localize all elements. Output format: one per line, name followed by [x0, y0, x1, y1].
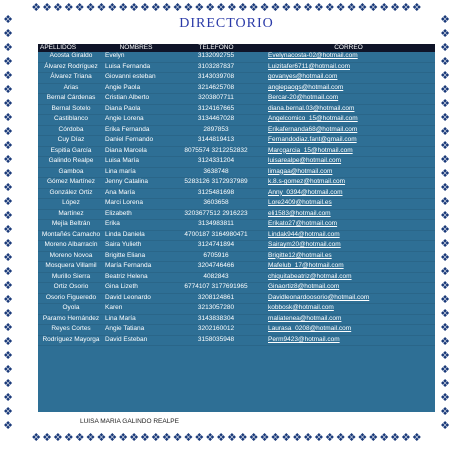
- border-ornament-icon: ❖: [63, 2, 74, 14]
- border-ornament-icon: ❖: [440, 391, 450, 404]
- cell-apellidos: Galindo Realpe: [48, 157, 94, 164]
- border-ornament-icon: ❖: [3, 14, 13, 26]
- table-row: [38, 84, 435, 95]
- border-ornament-icon: ❖: [440, 237, 450, 250]
- cell-telefono: 3203807711: [198, 94, 234, 101]
- cell-apellidos: González Ortiz: [49, 188, 93, 196]
- cell-apellidos: Córdoba: [58, 125, 84, 133]
- cell-correo-link[interactable]: Anny_0394@hotmail.com: [268, 188, 343, 196]
- cell-telefono: 6705916: [203, 251, 229, 259]
- border-ornament-icon: ❖: [150, 432, 161, 444]
- border-ornament-icon: ❖: [440, 167, 450, 180]
- cell-telefono: 3204746466: [197, 262, 235, 269]
- table-row: [38, 94, 435, 105]
- border-left: [2, 14, 14, 433]
- border-ornament-icon: ❖: [63, 432, 74, 444]
- cell-nombres: Luisa Fernanda: [105, 62, 151, 70]
- border-ornament-icon: ❖: [248, 432, 259, 444]
- cell-nombres: Angie Lorena: [105, 115, 144, 122]
- border-ornament-icon: ❖: [118, 432, 129, 444]
- border-ornament-icon: ❖: [183, 432, 194, 444]
- cell-telefono: 3132092755: [197, 52, 235, 59]
- border-ornament-icon: ❖: [411, 2, 422, 14]
- cell-correo-link[interactable]: Fernandodiaz.fant@gmail.com: [268, 136, 357, 143]
- table-row: [38, 241, 435, 252]
- cell-correo-link[interactable]: k.8.s-gomez@hotmail.com: [268, 178, 346, 185]
- border-ornament-icon: ❖: [440, 111, 450, 124]
- cell-nombres: Beatriz Helena: [105, 272, 148, 280]
- border-ornament-icon: ❖: [440, 69, 450, 82]
- cell-telefono: 3603658: [203, 199, 229, 206]
- cell-apellidos: Moreno Albarracín: [44, 241, 98, 248]
- border-ornament-icon: ❖: [42, 2, 52, 14]
- border-ornament-icon: ❖: [3, 363, 13, 376]
- border-ornament-icon: ❖: [3, 125, 13, 138]
- border-ornament-icon: ❖: [31, 2, 42, 14]
- cell-apellidos: Gómez Martínez: [46, 178, 96, 185]
- cell-correo-link[interactable]: Angelcomico_15@hotmail.com: [268, 115, 358, 122]
- border-ornament-icon: ❖: [440, 349, 450, 362]
- cell-apellidos: Espitia García: [50, 146, 92, 154]
- table-row: [38, 220, 435, 231]
- border-ornament-icon: ❖: [440, 377, 450, 390]
- border-ornament-icon: ❖: [3, 41, 13, 54]
- border-ornament-icon: ❖: [205, 432, 216, 444]
- cell-telefono: 3103287837: [197, 62, 235, 70]
- border-ornament-icon: ❖: [346, 432, 357, 444]
- cell-nombres: Marci Lorena: [105, 199, 143, 206]
- border-ornament-icon: ❖: [3, 167, 13, 180]
- table-row: [38, 315, 435, 326]
- border-ornament-icon: ❖: [401, 2, 411, 14]
- border-ornament-icon: ❖: [440, 223, 450, 236]
- table-row: [38, 115, 435, 126]
- border-ornament-icon: ❖: [440, 97, 450, 110]
- border-ornament-icon: ❖: [194, 432, 205, 444]
- header-correo: CORREO: [334, 44, 363, 51]
- table-row: [38, 73, 435, 84]
- border-ornament-icon: ❖: [303, 432, 313, 444]
- border-ornament-icon: ❖: [357, 2, 368, 14]
- border-ornament-icon: ❖: [3, 237, 13, 250]
- header-nombres: NOMBRES: [119, 44, 153, 51]
- cell-correo-link[interactable]: kobbosk@hotmail.com: [268, 304, 334, 311]
- cell-telefono: 3134467028: [197, 115, 235, 122]
- border-ornament-icon: ❖: [440, 181, 450, 194]
- border-right: [439, 14, 451, 433]
- border-ornament-icon: ❖: [440, 419, 450, 432]
- cell-nombres: Saira Yulieth: [105, 241, 142, 248]
- border-ornament-icon: ❖: [390, 2, 400, 14]
- cell-nombres: Diana Marcela: [105, 146, 147, 154]
- border-ornament-icon: ❖: [440, 279, 450, 292]
- cell-apellidos: Moreno Novoa: [49, 251, 93, 259]
- border-ornament-icon: ❖: [440, 83, 450, 96]
- cell-correo-link[interactable]: Laurasa_0208@hotmail.com: [268, 325, 352, 332]
- border-ornament-icon: ❖: [281, 432, 292, 444]
- cell-nombres: Karen: [105, 304, 123, 311]
- table-row: [38, 325, 435, 336]
- cell-correo-link[interactable]: angiepaogs@hotmail.com: [268, 83, 344, 91]
- table-row: [38, 189, 435, 200]
- border-ornament-icon: ❖: [3, 349, 13, 362]
- border-ornament-icon: ❖: [3, 335, 13, 348]
- cell-telefono: 3208124861: [197, 293, 235, 301]
- cell-nombres: Angie Paola: [105, 83, 141, 91]
- border-ornament-icon: ❖: [3, 391, 13, 404]
- table-row: [38, 52, 435, 63]
- cell-nombres: Evelyn: [105, 52, 125, 59]
- table-body: [38, 52, 435, 346]
- border-ornament-icon: ❖: [440, 293, 450, 306]
- border-ornament-icon: ❖: [107, 432, 118, 444]
- cell-correo-link[interactable]: diana.bernal.03@hotmail.com: [268, 104, 355, 112]
- border-ornament-icon: ❖: [216, 2, 226, 14]
- cell-nombres: Diana Paola: [105, 104, 141, 112]
- table-row: [38, 231, 435, 242]
- border-ornament-icon: ❖: [440, 55, 450, 68]
- border-ornament-icon: ❖: [440, 195, 450, 208]
- cell-apellidos: Álvarez Triana: [50, 73, 92, 80]
- cell-nombres: Linda Daniela: [105, 230, 145, 238]
- cell-apellidos: Martínez: [58, 209, 84, 217]
- cell-correo-link[interactable]: Davidleonardoosorio@hotmail.com: [268, 293, 370, 301]
- border-ornament-icon: ❖: [227, 432, 237, 444]
- border-ornament-icon: ❖: [3, 195, 13, 208]
- border-ornament-icon: ❖: [74, 2, 85, 14]
- border-ornament-icon: ❖: [172, 432, 183, 444]
- border-ornament-icon: ❖: [411, 432, 422, 444]
- cell-correo-link[interactable]: Bercar-20@hotmail.com: [268, 94, 339, 101]
- cell-apellidos: Ortiz Osorio: [53, 283, 89, 290]
- cell-correo-link[interactable]: Perm9423@hotmail.com: [268, 335, 340, 343]
- border-ornament-icon: ❖: [118, 2, 129, 14]
- cell-telefono: 5283126 3172937989: [184, 178, 248, 185]
- cell-telefono: 3214625708: [197, 83, 235, 91]
- cell-telefono: 6774107 3177691965: [184, 283, 248, 290]
- border-ornament-icon: ❖: [96, 2, 107, 14]
- cell-correo-link[interactable]: luisarealpe@hotmail.com: [268, 157, 342, 164]
- cell-nombres: Erika: [105, 220, 120, 227]
- cell-apellidos: Arias: [63, 83, 79, 91]
- cell-apellidos: Osorio Figueredo: [45, 293, 97, 301]
- cell-correo-link[interactable]: Marcgarcia_15@hotmail.com: [268, 146, 353, 154]
- border-ornament-icon: ❖: [324, 432, 335, 444]
- border-ornament-icon: ❖: [107, 2, 118, 14]
- cell-telefono: 4700187 3164980471: [184, 230, 248, 238]
- border-ornament-icon: ❖: [3, 377, 13, 390]
- table-row: [38, 157, 435, 168]
- cell-correo-link[interactable]: Ginaortiz8@hotmail.com: [268, 283, 340, 290]
- border-ornament-icon: ❖: [96, 432, 107, 444]
- border-ornament-icon: ❖: [3, 293, 13, 306]
- table-row: [38, 252, 435, 263]
- border-ornament-icon: ❖: [3, 405, 13, 418]
- border-ornament-icon: ❖: [270, 432, 281, 444]
- border-ornament-icon: ❖: [3, 83, 13, 96]
- border-ornament-icon: ❖: [440, 14, 450, 26]
- border-ornament-icon: ❖: [368, 432, 379, 444]
- cell-nombres: Luisa María: [105, 157, 139, 164]
- cell-nombres: Lina maría: [105, 167, 136, 175]
- cell-correo-link[interactable]: Brigitte12@hotmail.es: [268, 251, 332, 259]
- table-row: [38, 294, 435, 305]
- cell-telefono: 3124331204: [197, 157, 235, 164]
- border-ornament-icon: ❖: [270, 2, 281, 14]
- border-ornament-icon: ❖: [3, 223, 13, 236]
- border-ornament-icon: ❖: [335, 432, 346, 444]
- cell-nombres: Gina Lizeth: [105, 283, 138, 290]
- table-header: [38, 44, 435, 52]
- cell-telefono: 3143039708: [197, 73, 235, 80]
- cell-correo-link[interactable]: Erikafernanda68@hotmail.com: [268, 125, 358, 133]
- table-row: [38, 63, 435, 74]
- border-bottom: [12, 432, 441, 446]
- cell-apellidos: Bernal Sotelo: [51, 104, 91, 112]
- border-ornament-icon: ❖: [85, 2, 96, 14]
- border-ornament-icon: ❖: [440, 125, 450, 138]
- border-ornament-icon: ❖: [346, 2, 357, 14]
- border-ornament-icon: ❖: [440, 321, 450, 334]
- table-row: [38, 336, 435, 347]
- cell-correo-link[interactable]: eli1583@hotmail.com: [268, 209, 331, 217]
- cell-correo-link[interactable]: Evelynacosta-02@hotmail.com: [268, 52, 358, 59]
- cell-telefono: 3203677512 2916223: [184, 209, 248, 217]
- border-ornament-icon: ❖: [3, 97, 13, 110]
- footer-author: LUISA MARIA GALINDO REALPE: [80, 418, 179, 425]
- cell-correo-link[interactable]: Erikato27@hotmail.com: [268, 220, 338, 227]
- cell-telefono: 3202160012: [197, 325, 235, 332]
- cell-correo-link[interactable]: Lore2409@hotmail.es: [268, 199, 332, 206]
- table-row: [38, 273, 435, 284]
- cell-correo-link[interactable]: Luizitafer6711@hotmail.com: [268, 62, 350, 70]
- border-ornament-icon: ❖: [150, 2, 161, 14]
- cell-telefono: 3638748: [203, 167, 229, 175]
- cell-nombres: Ana María: [105, 188, 135, 196]
- cell-correo-link[interactable]: maliatenea@hotmail.com: [268, 314, 342, 322]
- border-ornament-icon: ❖: [3, 111, 13, 124]
- cell-apellidos: Castiblanco: [54, 115, 88, 122]
- border-ornament-icon: ❖: [401, 432, 411, 444]
- cell-correo-link[interactable]: limagaa@hotmail.com: [268, 167, 333, 175]
- border-ornament-icon: ❖: [440, 335, 450, 348]
- border-ornament-icon: ❖: [292, 432, 303, 444]
- border-ornament-icon: ❖: [172, 2, 183, 14]
- cell-telefono: 3213057280: [197, 304, 235, 311]
- cell-apellidos: Montañés Camacho: [41, 230, 101, 238]
- border-ornament-icon: ❖: [259, 432, 270, 444]
- border-ornament-icon: ❖: [440, 209, 450, 222]
- border-ornament-icon: ❖: [440, 153, 450, 166]
- border-ornament-icon: ❖: [140, 2, 150, 14]
- cell-apellidos: Álvarez Rodríguez: [44, 62, 98, 70]
- border-ornament-icon: ❖: [74, 432, 85, 444]
- page-title: DIRECTORIO: [179, 16, 274, 31]
- border-ornament-icon: ❖: [440, 27, 450, 40]
- table-row: [38, 168, 435, 179]
- border-ornament-icon: ❖: [3, 27, 13, 40]
- border-ornament-icon: ❖: [42, 432, 52, 444]
- border-ornament-icon: ❖: [3, 69, 13, 82]
- border-ornament-icon: ❖: [161, 432, 172, 444]
- border-ornament-icon: ❖: [3, 307, 13, 320]
- cell-correo-link[interactable]: Mafelub_17@hotmail.com: [268, 262, 344, 269]
- cell-nombres: Erika Fernanda: [105, 125, 150, 133]
- cell-nombres: David Esteban: [105, 335, 148, 343]
- border-ornament-icon: ❖: [237, 432, 248, 444]
- border-ornament-icon: ❖: [440, 307, 450, 320]
- header-apellidos: APELLIDOS: [40, 44, 77, 51]
- table-row: [38, 262, 435, 273]
- cell-correo-link[interactable]: Lindak944@hotmail.com: [268, 230, 340, 238]
- border-ornament-icon: ❖: [324, 2, 335, 14]
- cell-apellidos: Mosquera Villamil: [45, 262, 97, 269]
- border-ornament-icon: ❖: [440, 265, 450, 278]
- border-ornament-icon: ❖: [53, 432, 63, 444]
- cell-apellidos: Mejía Beltrán: [51, 220, 91, 227]
- border-ornament-icon: ❖: [227, 2, 237, 14]
- table-row: [38, 136, 435, 147]
- border-ornament-icon: ❖: [3, 265, 13, 278]
- border-ornament-icon: ❖: [3, 181, 13, 194]
- table-row: [38, 126, 435, 137]
- border-ornament-icon: ❖: [440, 363, 450, 376]
- table-row: [38, 210, 435, 221]
- cell-telefono: 8075574 3212252832: [184, 146, 248, 154]
- cell-telefono: 3134983811: [198, 220, 234, 227]
- border-ornament-icon: ❖: [379, 432, 390, 444]
- border-ornament-icon: ❖: [3, 209, 13, 222]
- border-ornament-icon: ❖: [335, 2, 346, 14]
- border-top: [12, 2, 441, 16]
- border-ornament-icon: ❖: [303, 2, 313, 14]
- border-ornament-icon: ❖: [3, 251, 13, 264]
- cell-telefono: 3143838304: [197, 314, 235, 322]
- border-ornament-icon: ❖: [440, 251, 450, 264]
- border-ornament-icon: ❖: [194, 2, 205, 14]
- cell-nombres: Daniel Fernando: [105, 136, 154, 143]
- cell-apellidos: López: [62, 199, 80, 206]
- border-ornament-icon: ❖: [31, 432, 42, 444]
- cell-nombres: Cristian Alberto: [105, 94, 150, 101]
- border-ornament-icon: ❖: [53, 2, 63, 14]
- border-ornament-icon: ❖: [85, 432, 96, 444]
- table-row: [38, 147, 435, 158]
- cell-telefono: 3124741894: [197, 241, 235, 248]
- table-row: [38, 304, 435, 315]
- cell-correo-link[interactable]: chiquitabeatriz@hotmail.com: [268, 272, 352, 280]
- border-ornament-icon: ❖: [440, 139, 450, 152]
- border-ornament-icon: ❖: [314, 2, 324, 14]
- cell-telefono: 4082843: [203, 272, 229, 280]
- cell-correo-link[interactable]: govanyes@hotmail.com: [268, 73, 338, 80]
- cell-apellidos: Cuy Díaz: [57, 136, 85, 143]
- cell-nombres: Brigitte Eliana: [105, 251, 146, 259]
- border-ornament-icon: ❖: [140, 432, 150, 444]
- cell-telefono: 3144819413: [197, 136, 235, 143]
- cell-nombres: David Leonardo: [105, 293, 151, 301]
- border-ornament-icon: ❖: [3, 419, 13, 432]
- border-ornament-icon: ❖: [259, 2, 270, 14]
- cell-apellidos: Bernal Cárdenas: [46, 94, 96, 101]
- cell-apellidos: Oyola: [62, 304, 80, 311]
- border-ornament-icon: ❖: [3, 321, 13, 334]
- border-ornament-icon: ❖: [237, 2, 248, 14]
- border-ornament-icon: ❖: [248, 2, 259, 14]
- cell-correo-link[interactable]: Sairaym20@hotmail.com: [268, 241, 341, 248]
- cell-telefono: 2897853: [203, 125, 229, 133]
- border-ornament-icon: ❖: [314, 432, 324, 444]
- border-ornament-icon: ❖: [292, 2, 303, 14]
- cell-apellidos: Paramo Hernández: [42, 314, 100, 322]
- border-ornament-icon: ❖: [379, 2, 390, 14]
- cell-telefono: 3125481698: [197, 188, 235, 196]
- border-ornament-icon: ❖: [368, 2, 379, 14]
- border-ornament-icon: ❖: [440, 405, 450, 418]
- border-ornament-icon: ❖: [3, 139, 13, 152]
- cell-apellidos: Reyes Cortes: [51, 325, 91, 332]
- table-row: [38, 283, 435, 294]
- cell-nombres: Lina María: [105, 314, 136, 322]
- border-ornament-icon: ❖: [390, 432, 400, 444]
- border-ornament-icon: ❖: [205, 2, 216, 14]
- cell-telefono: 3158035948: [197, 335, 235, 343]
- table-row: [38, 199, 435, 210]
- cell-nombres: Elizabeth: [105, 209, 132, 217]
- border-ornament-icon: ❖: [440, 41, 450, 54]
- border-ornament-icon: ❖: [3, 153, 13, 166]
- border-ornament-icon: ❖: [3, 279, 13, 292]
- border-ornament-icon: ❖: [129, 2, 139, 14]
- border-ornament-icon: ❖: [216, 432, 226, 444]
- border-ornament-icon: ❖: [183, 2, 194, 14]
- cell-nombres: Giovanni esteban: [105, 73, 156, 80]
- border-ornament-icon: ❖: [129, 432, 139, 444]
- cell-apellidos: Gamboa: [58, 167, 84, 175]
- border-ornament-icon: ❖: [281, 2, 292, 14]
- border-ornament-icon: ❖: [357, 432, 368, 444]
- cell-apellidos: Rodríguez Mayorga: [42, 335, 100, 343]
- table-row: [38, 178, 435, 189]
- border-ornament-icon: ❖: [161, 2, 172, 14]
- border-ornament-icon: ❖: [3, 55, 13, 68]
- cell-apellidos: Murillo Sierra: [51, 272, 91, 280]
- header-telefono: TELEFONO: [198, 44, 234, 51]
- cell-nombres: María Fernanda: [105, 262, 152, 269]
- table-row: [38, 105, 435, 116]
- cell-telefono: 3124167665: [197, 104, 235, 112]
- cell-nombres: Angie Tatiana: [105, 325, 145, 332]
- cell-nombres: Jenny Catalina: [105, 178, 148, 185]
- directory-table: [38, 44, 435, 412]
- cell-apellidos: Acosta Giraldo: [49, 52, 93, 59]
